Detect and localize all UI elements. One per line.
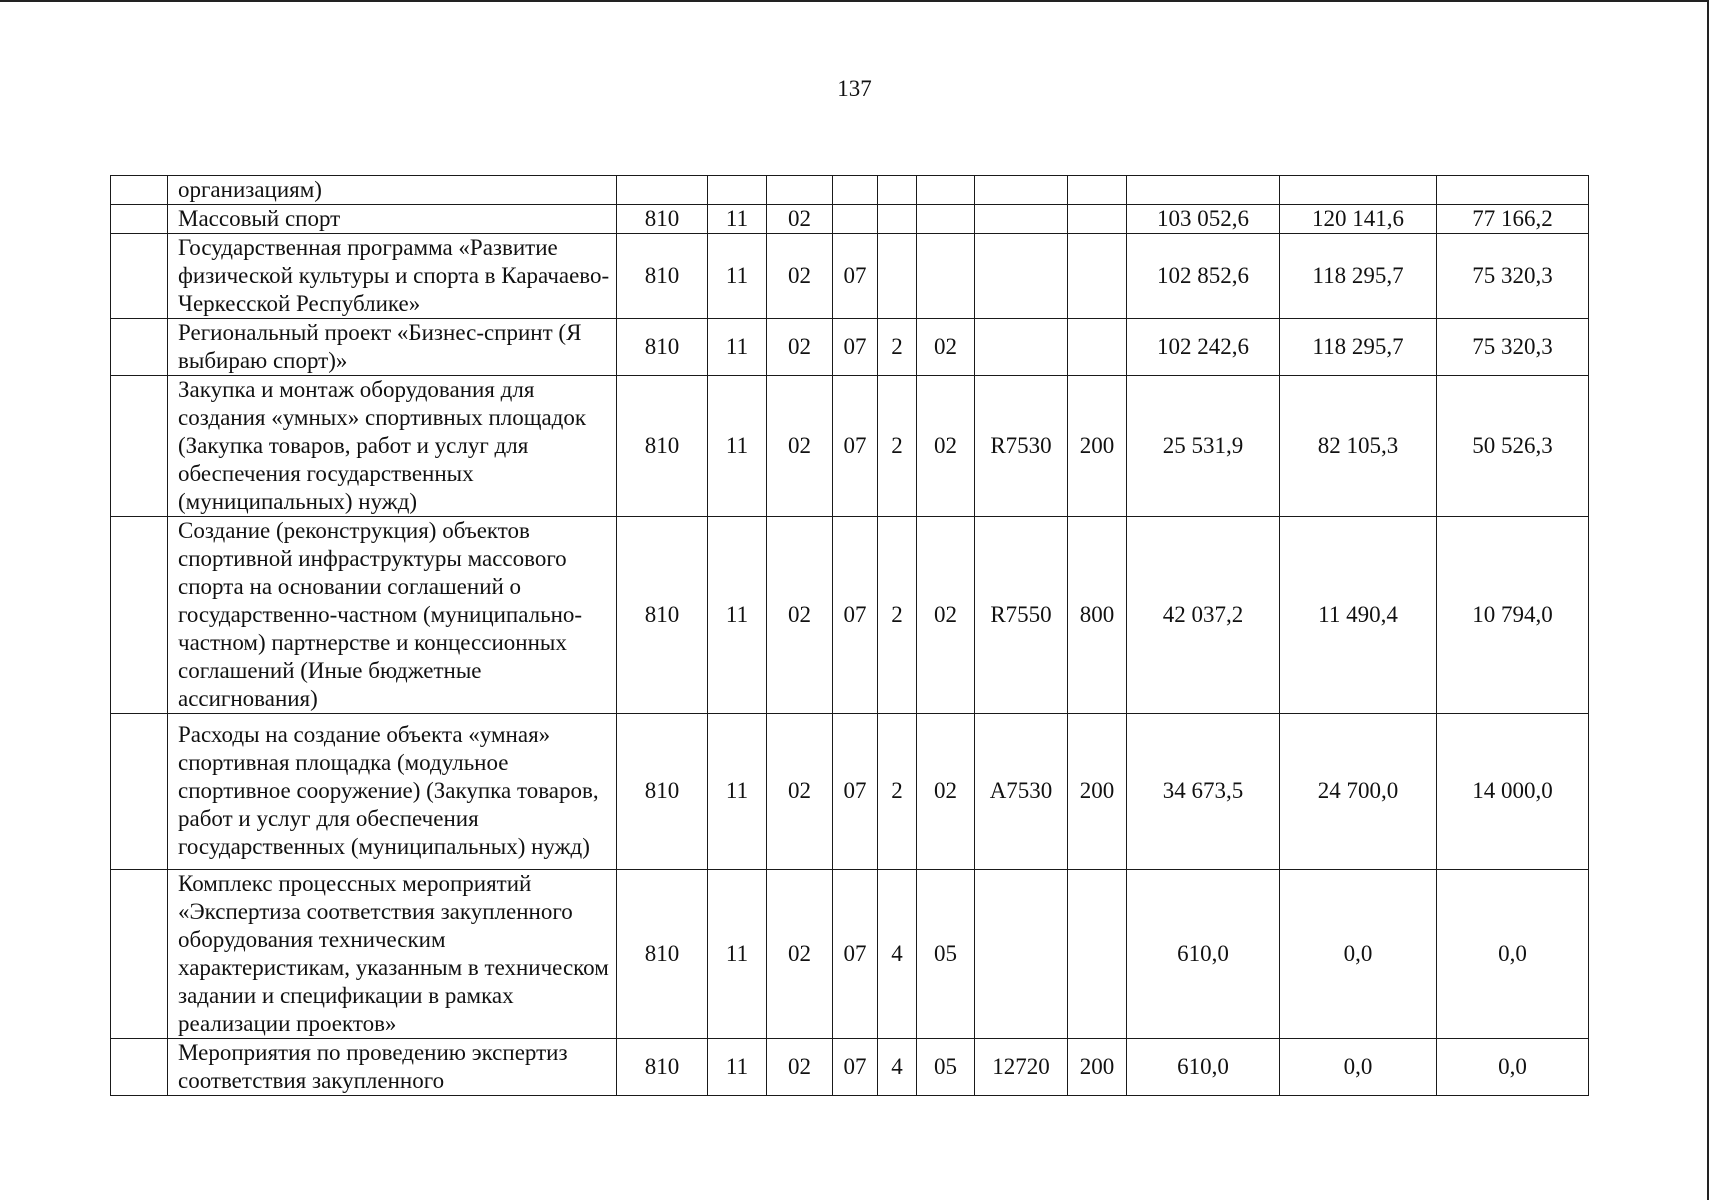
subprogram-type-cell [878, 205, 917, 234]
section-code-cell: 11 [708, 234, 767, 319]
direction-code-cell [975, 869, 1068, 1038]
amount-year3-cell: 75 320,3 [1437, 319, 1589, 376]
amount-year2-cell: 118 295,7 [1280, 234, 1437, 319]
ministry-code-cell: 810 [617, 517, 708, 714]
subsection-code-cell: 02 [767, 319, 833, 376]
expense-type-cell: 200 [1068, 714, 1127, 870]
amount-year1-cell: 34 673,5 [1127, 714, 1280, 870]
ministry-code-cell: 810 [617, 319, 708, 376]
amount-year2-cell: 24 700,0 [1280, 714, 1437, 870]
amount-year2-cell: 120 141,6 [1280, 205, 1437, 234]
amount-year3-cell: 10 794,0 [1437, 517, 1589, 714]
project-code-cell: 02 [917, 714, 975, 870]
subsection-code-cell: 02 [767, 234, 833, 319]
expense-type-cell: 800 [1068, 517, 1127, 714]
program-code-cell: 07 [833, 234, 878, 319]
item-name-cell: Массовый спорт [168, 205, 617, 234]
amount-year2-cell: 0,0 [1280, 869, 1437, 1038]
section-code-cell: 11 [708, 376, 767, 517]
direction-code-cell: 12720 [975, 1038, 1068, 1095]
amount-year1-cell: 42 037,2 [1127, 517, 1280, 714]
program-code-cell: 07 [833, 376, 878, 517]
item-name-cell: Региональный проект «Бизнес-спринт (Я выбираю спорт)» [168, 319, 617, 376]
section-code-cell: 11 [708, 714, 767, 870]
section-code-cell: 11 [708, 205, 767, 234]
blank-cell [111, 714, 168, 870]
ministry-code-cell: 810 [617, 205, 708, 234]
subprogram-type-cell: 2 [878, 376, 917, 517]
ministry-code-cell: 810 [617, 869, 708, 1038]
amount-year3-cell: 77 166,2 [1437, 205, 1589, 234]
subsection-code-cell: 02 [767, 1038, 833, 1095]
subsection-code-cell: 02 [767, 869, 833, 1038]
subprogram-type-cell [878, 176, 917, 205]
amount-year3-cell [1437, 176, 1589, 205]
table-row [111, 319, 1589, 376]
blank-cell [111, 1038, 168, 1095]
section-code-cell [708, 176, 767, 205]
program-code-cell [833, 205, 878, 234]
amount-year1-cell: 610,0 [1127, 869, 1280, 1038]
expense-type-cell [1068, 319, 1127, 376]
ministry-code-cell: 810 [617, 376, 708, 517]
expense-type-cell [1068, 869, 1127, 1038]
amount-year1-cell: 102 242,6 [1127, 319, 1280, 376]
subsection-code-cell: 02 [767, 376, 833, 517]
blank-cell [111, 205, 168, 234]
direction-code-cell: А7530 [975, 714, 1068, 870]
amount-year3-cell: 75 320,3 [1437, 234, 1589, 319]
amount-year1-cell: 25 531,9 [1127, 376, 1280, 517]
ministry-code-cell [617, 176, 708, 205]
program-code-cell: 07 [833, 714, 878, 870]
item-name-cell: Закупка и монтаж оборудования для создания «умных» спортивных площадок (Закупка товаров, работ и услуг для обеспечения государственных (муниципальных) нужд) [168, 376, 617, 517]
table-row [111, 1038, 1589, 1095]
project-code-cell: 05 [917, 1038, 975, 1095]
expense-type-cell [1068, 176, 1127, 205]
blank-cell [111, 376, 168, 517]
amount-year1-cell: 103 052,6 [1127, 205, 1280, 234]
table-row [111, 176, 1589, 205]
subsection-code-cell: 02 [767, 205, 833, 234]
expense-type-cell: 200 [1068, 1038, 1127, 1095]
table-row [111, 205, 1589, 234]
direction-code-cell [975, 234, 1068, 319]
project-code-cell [917, 176, 975, 205]
section-code-cell: 11 [708, 319, 767, 376]
expense-type-cell: 200 [1068, 376, 1127, 517]
table-row [111, 869, 1589, 1038]
amount-year2-cell: 0,0 [1280, 1038, 1437, 1095]
scan-edge-top [0, 0, 1709, 2]
item-name-cell: Мероприятия по проведению экспертиз соответствия закупленного [168, 1038, 617, 1095]
amount-year2-cell: 82 105,3 [1280, 376, 1437, 517]
project-code-cell [917, 234, 975, 319]
subsection-code-cell: 02 [767, 714, 833, 870]
expense-type-cell [1068, 234, 1127, 319]
item-name-cell: организациям) [168, 176, 617, 205]
subsection-code-cell: 02 [767, 517, 833, 714]
subprogram-type-cell: 2 [878, 517, 917, 714]
table-row [111, 234, 1589, 319]
blank-cell [111, 869, 168, 1038]
blank-cell [111, 319, 168, 376]
project-code-cell: 05 [917, 869, 975, 1038]
direction-code-cell: R7530 [975, 376, 1068, 517]
program-code-cell: 07 [833, 1038, 878, 1095]
program-code-cell: 07 [833, 517, 878, 714]
blank-cell [111, 176, 168, 205]
amount-year1-cell: 610,0 [1127, 1038, 1280, 1095]
subprogram-type-cell: 4 [878, 1038, 917, 1095]
expense-type-cell [1068, 205, 1127, 234]
item-name-cell: Комплекс процессных мероприятий «Экспертиза соответствия закупленного оборудования техническим характеристикам, указанным в техническом задании и спецификации в рамках реализации проектов» [168, 869, 617, 1038]
program-code-cell: 07 [833, 869, 878, 1038]
amount-year1-cell: 102 852,6 [1127, 234, 1280, 319]
amount-year2-cell: 11 490,4 [1280, 517, 1437, 714]
section-code-cell: 11 [708, 869, 767, 1038]
ministry-code-cell: 810 [617, 234, 708, 319]
ministry-code-cell: 810 [617, 714, 708, 870]
table-row [111, 517, 1589, 714]
direction-code-cell: R7550 [975, 517, 1068, 714]
subsection-code-cell [767, 176, 833, 205]
program-code-cell: 07 [833, 319, 878, 376]
amount-year2-cell [1280, 176, 1437, 205]
item-name-cell: Расходы на создание объекта «умная» спортивная площадка (модульное спортивное сооружение) (Закупка товаров, работ и услуг для обеспечения государственных (муниципальных) нужд) [168, 714, 617, 870]
section-code-cell: 11 [708, 1038, 767, 1095]
subprogram-type-cell: 2 [878, 714, 917, 870]
item-name-cell: Государственная программа «Развитие физической культуры и спорта в Карачаево-Черкесской Республике» [168, 234, 617, 319]
amount-year2-cell: 118 295,7 [1280, 319, 1437, 376]
blank-cell [111, 517, 168, 714]
direction-code-cell [975, 205, 1068, 234]
project-code-cell [917, 205, 975, 234]
table-row [111, 714, 1589, 870]
item-name-cell: Создание (реконструкция) объектов спортивной инфраструктуры массового спорта на основании соглашений о государственно-частном (муниципально-частном) партнерстве и концессионных соглашений (Иные бюджетные ассигнования) [168, 517, 617, 714]
direction-code-cell [975, 176, 1068, 205]
amount-year1-cell [1127, 176, 1280, 205]
project-code-cell: 02 [917, 517, 975, 714]
table-body [111, 176, 1589, 1096]
budget-table [110, 175, 1589, 1096]
page-number: 137 [837, 76, 872, 101]
amount-year3-cell: 0,0 [1437, 1038, 1589, 1095]
direction-code-cell [975, 319, 1068, 376]
ministry-code-cell: 810 [617, 1038, 708, 1095]
program-code-cell [833, 176, 878, 205]
subprogram-type-cell [878, 234, 917, 319]
amount-year3-cell: 14 000,0 [1437, 714, 1589, 870]
amount-year3-cell: 50 526,3 [1437, 376, 1589, 517]
project-code-cell: 02 [917, 319, 975, 376]
section-code-cell: 11 [708, 517, 767, 714]
subprogram-type-cell: 2 [878, 319, 917, 376]
subprogram-type-cell: 4 [878, 869, 917, 1038]
table-row [111, 376, 1589, 517]
amount-year3-cell: 0,0 [1437, 869, 1589, 1038]
blank-cell [111, 234, 168, 319]
project-code-cell: 02 [917, 376, 975, 517]
